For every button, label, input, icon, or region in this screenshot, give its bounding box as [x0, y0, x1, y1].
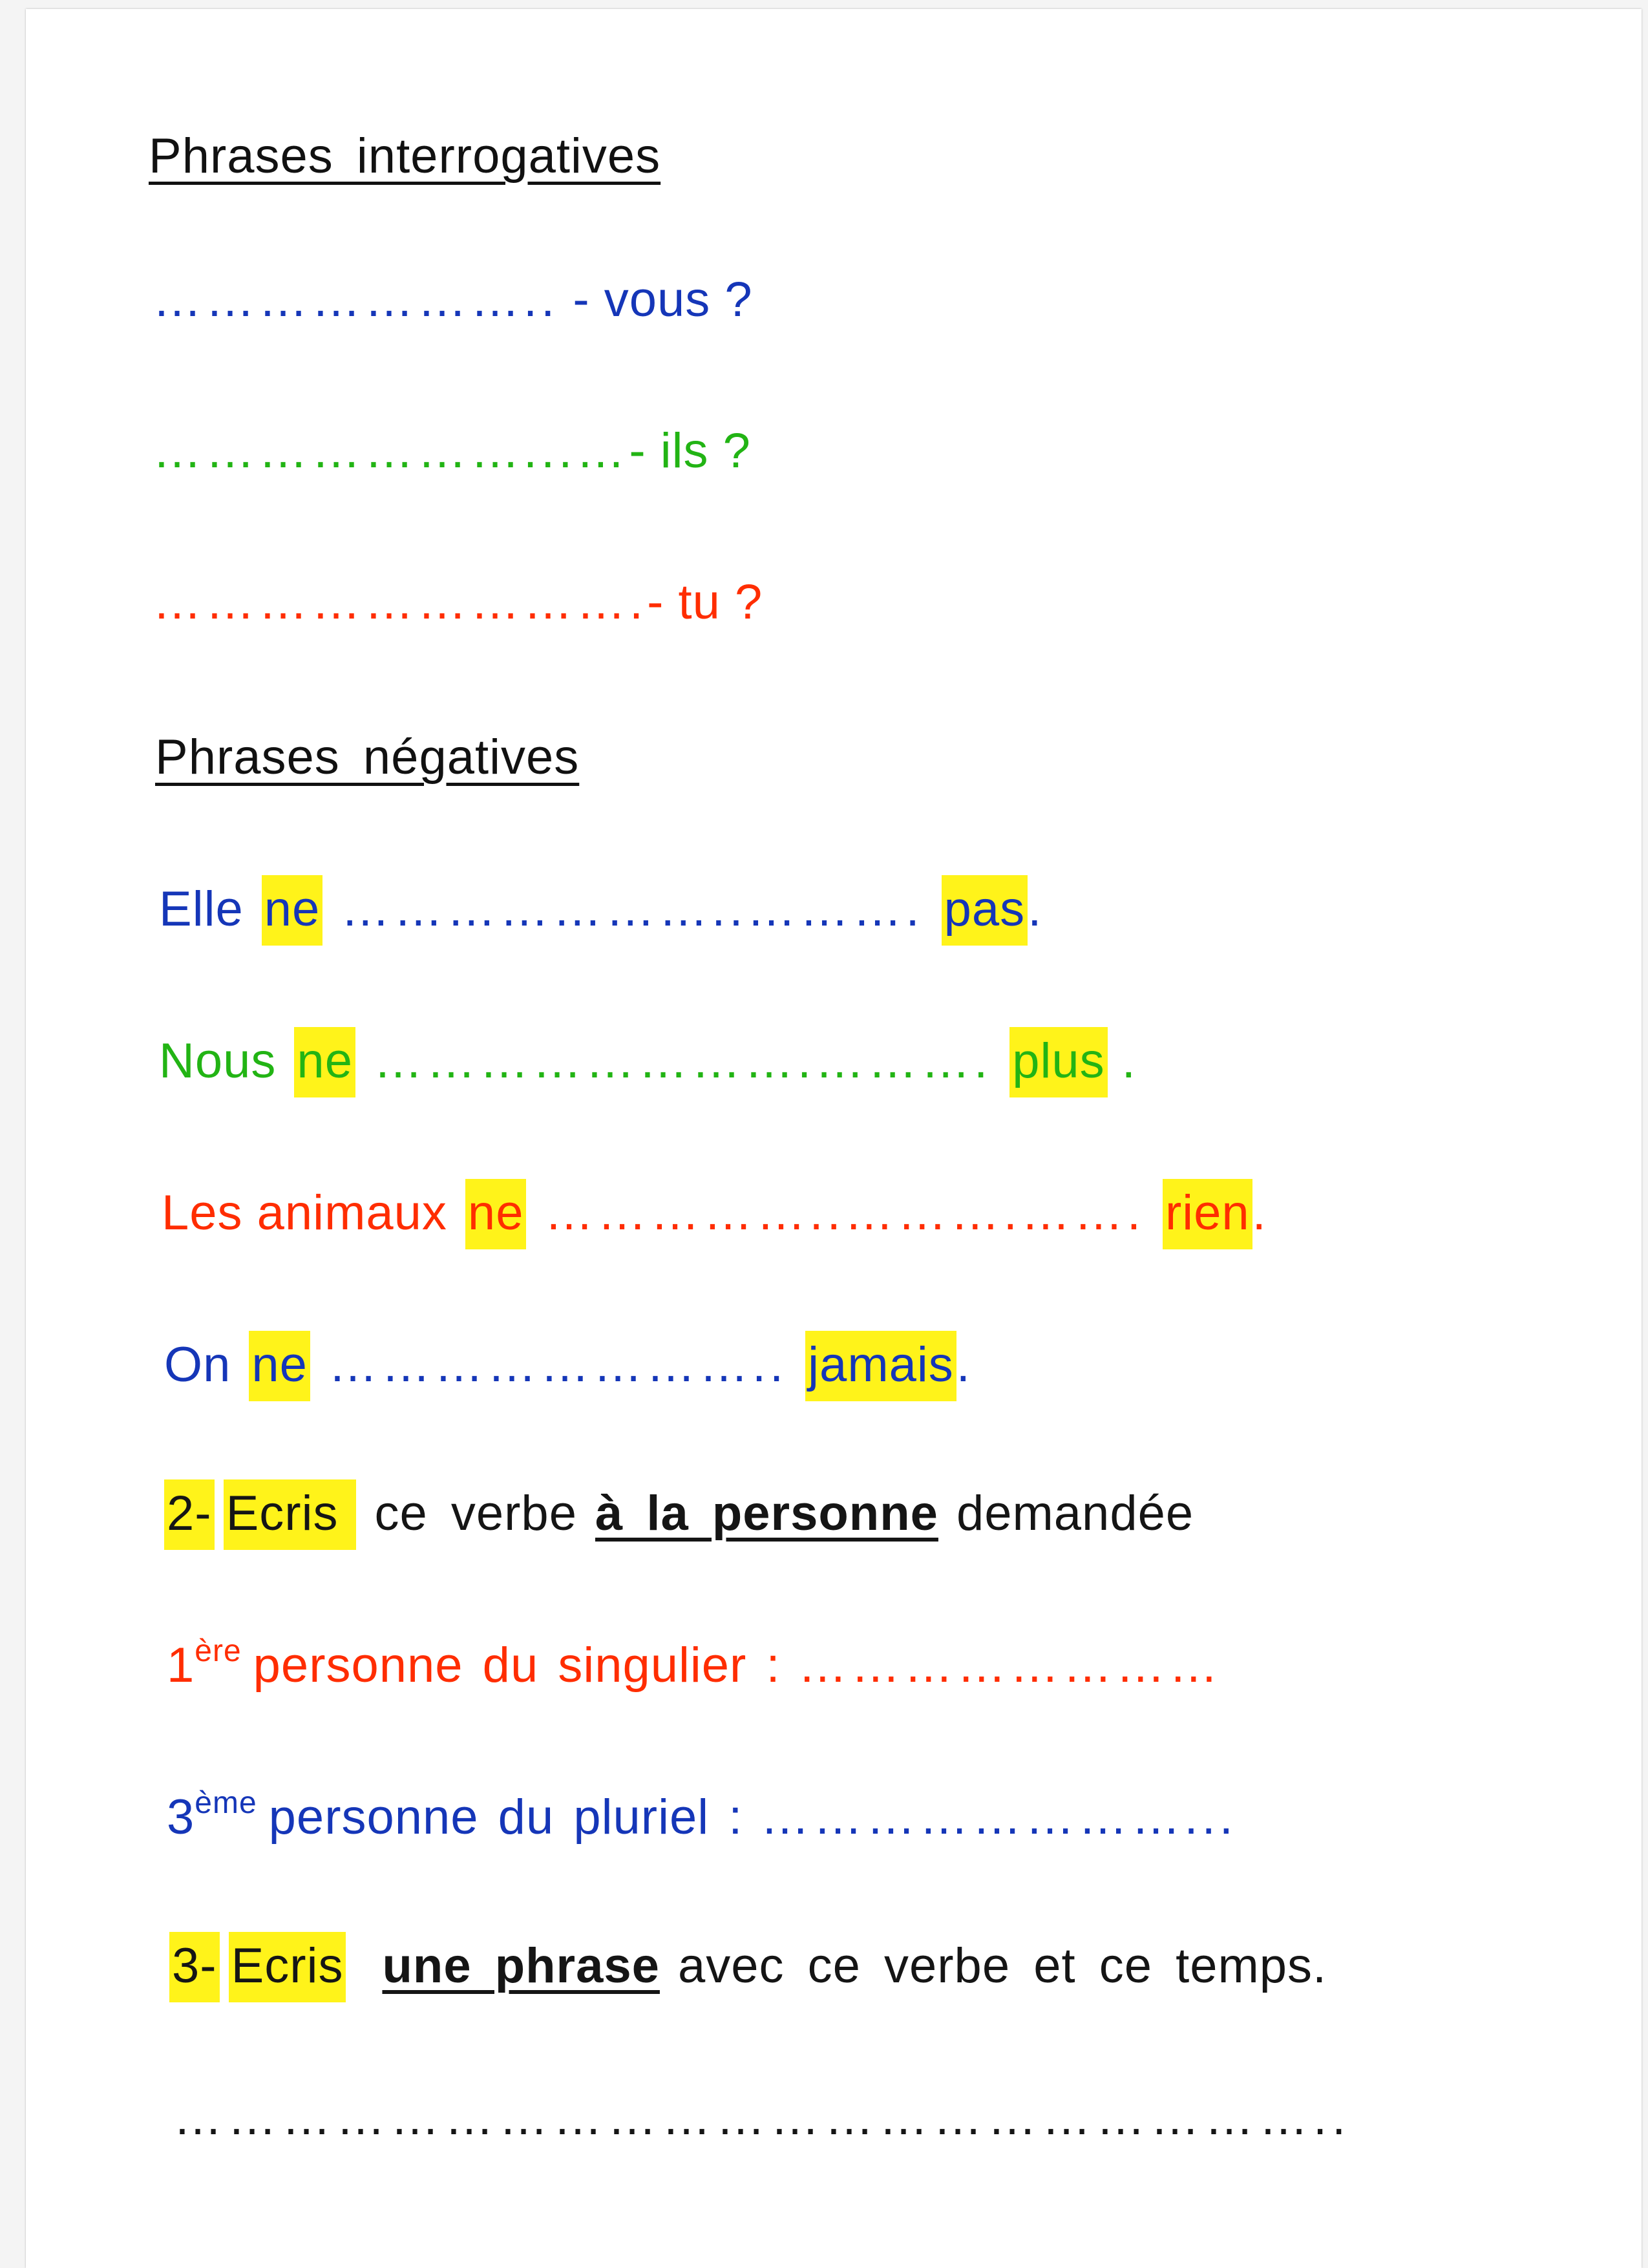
highlight-ne: ne [465, 1179, 527, 1249]
answer-blank[interactable]: ……………..……….……. [544, 1185, 1145, 1240]
instruction-text: ce verbe [374, 1486, 577, 1541]
highlight-ne: ne [262, 875, 323, 946]
subject-text: Les animaux [162, 1185, 447, 1240]
instruction-text: avec ce verbe et ce temps. [677, 1938, 1327, 1993]
pronoun-text: - vous ? [558, 272, 753, 327]
instruction-emphasis: une phrase [382, 1938, 660, 1993]
instruction-text: demandée [956, 1486, 1194, 1541]
sentence-answer-blank[interactable]: ……………………………………………………….. [173, 2090, 1351, 2145]
person-label: personne du pluriel : [268, 1790, 743, 1845]
end-punctuation: . [1028, 882, 1042, 937]
answer-blank[interactable]: …………………….. [328, 1337, 788, 1392]
exercise-number: 2- [164, 1479, 215, 1550]
end-punctuation: . [956, 1337, 971, 1392]
pronoun-text: - ils ? [629, 423, 751, 478]
person-number: 3 [167, 1790, 195, 1845]
subject-text: Nous [159, 1033, 277, 1088]
exercise-3-instruction [169, 1938, 1327, 1993]
interrogative-line-ils [153, 423, 751, 478]
highlight-negation: jamais [805, 1331, 956, 1401]
exercise-2-instruction [164, 1486, 1194, 1541]
negative-line-elle [159, 882, 1042, 937]
negative-line-nous [159, 1033, 1136, 1088]
heading-negatives: Phrases négatives [155, 730, 580, 785]
subject-text: Elle [159, 882, 244, 937]
first-person-singular-line [167, 1634, 1222, 1693]
exercise-verb: Ecris [224, 1479, 357, 1550]
person-number: 1 [167, 1638, 195, 1693]
heading-interrogatives: Phrases interrogatives [149, 129, 661, 184]
answer-blank[interactable]: …………………...… [153, 423, 629, 478]
answer-blank[interactable]: ………………….. [153, 272, 559, 327]
end-punctuation: . [1252, 1185, 1267, 1240]
highlight-negation: plus [1009, 1027, 1107, 1097]
highlight-negation: rien [1163, 1179, 1252, 1249]
answer-blank[interactable]: ………………………. [153, 575, 648, 630]
person-label: personne du singulier : [253, 1638, 781, 1693]
subject-text: On [164, 1337, 231, 1392]
third-person-plural-line [167, 1786, 1237, 1845]
exercise-verb: Ecris [229, 1932, 346, 2002]
worksheet-page [26, 9, 1642, 2268]
negative-line-animaux [162, 1185, 1267, 1240]
answer-blank[interactable]: …………………….………. [373, 1033, 992, 1088]
end-punctuation: . [1107, 1033, 1136, 1088]
negative-line-on [164, 1337, 971, 1392]
pronoun-text: - tu ? [647, 575, 763, 630]
instruction-emphasis: à la personne [595, 1486, 938, 1541]
answer-blank[interactable]: ……………………... [743, 1790, 1237, 1845]
interrogative-line-tu [153, 575, 763, 630]
highlight-negation: pas [942, 875, 1028, 946]
answer-blank[interactable]: …………………..………. [341, 882, 924, 937]
ordinal-suffix: ème [195, 1786, 257, 1820]
highlight-ne: ne [294, 1027, 355, 1097]
answer-blank[interactable]: …………………… [780, 1638, 1222, 1693]
ordinal-suffix: ère [195, 1634, 242, 1668]
highlight-ne: ne [249, 1331, 310, 1401]
exercise-number: 3- [169, 1932, 220, 2002]
interrogative-line-vous [153, 272, 753, 327]
